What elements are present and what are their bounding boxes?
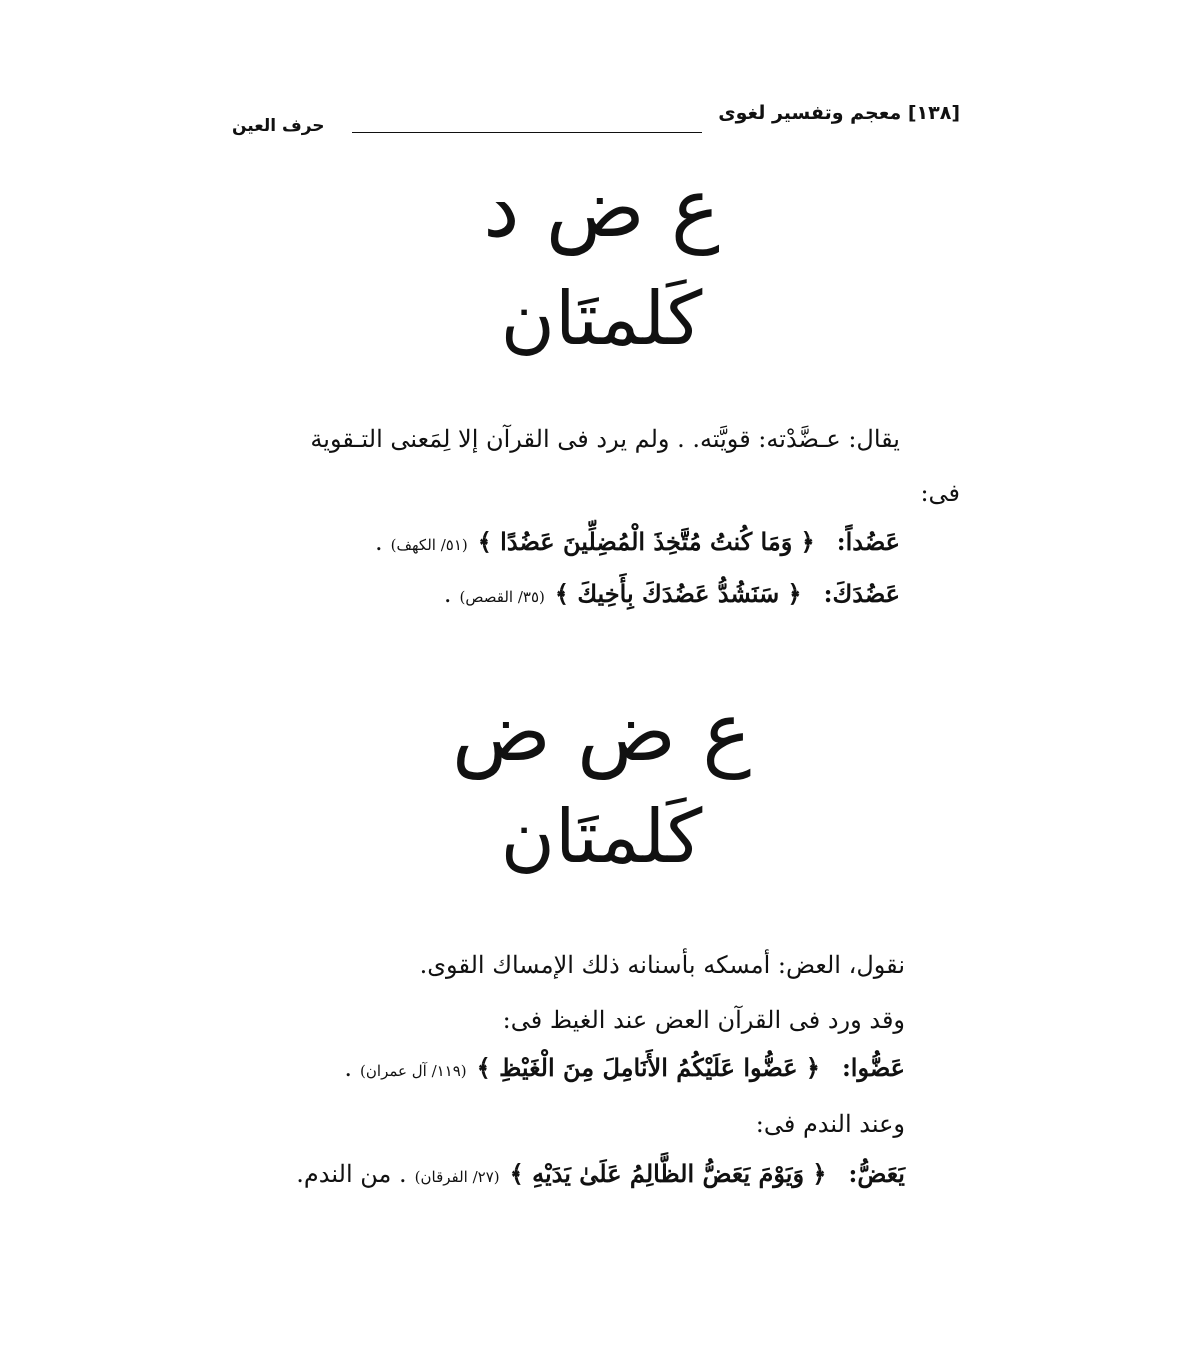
entry-2-2 xyxy=(296,1160,905,1189)
verse-reference: (٣٥/ القصص) xyxy=(459,588,545,606)
header-rule xyxy=(352,132,702,133)
entry-word: عَضُّوا: xyxy=(841,1053,905,1082)
verse-reference: (٢٧/ الفرقان) xyxy=(414,1168,500,1186)
quran-verse: ﴿ سَنَشُدُّ عَضُدَكَ بِأَخِيكَ ﴾ xyxy=(554,579,802,608)
intro-line-2b: وقد ورد فى القرآن العض عند الغيظ فى: xyxy=(502,1006,905,1034)
intro-line-1a: يقال: عـضَّدْته: قويَّته. . ولم يرد فى القرآن إلا لِمَعنى التـقوية xyxy=(310,425,900,453)
entry-tail: . xyxy=(375,528,383,556)
entry-1-1 xyxy=(375,528,900,557)
entry-2-1 xyxy=(344,1054,905,1083)
mid-line-2: وعند الندم فى: xyxy=(755,1110,905,1138)
intro-line-1b: فى: xyxy=(920,479,960,507)
intro-line-2a: نقول، العض: أمسكه بأسنانه ذلك الإمساك القوى. xyxy=(419,951,905,979)
entry-tail: . من الندم. xyxy=(296,1160,407,1188)
verse-reference: (١١٩/ آل عمران) xyxy=(360,1062,467,1080)
entry-1-2 xyxy=(444,580,900,609)
verse-reference: (٥١/ الكهف) xyxy=(390,536,468,554)
entry-tail: . xyxy=(344,1054,353,1082)
quran-verse: ﴿ وَمَا كُنتُ مُتَّخِذَ الْمُضِلِّينَ عَضُدًا ﴾ xyxy=(477,527,815,556)
header-section: حرف العين xyxy=(232,116,325,136)
entry-word: عَضُداً: xyxy=(836,527,900,556)
entry-word: عَضُدَكَ: xyxy=(823,579,900,608)
word-count-2: كَلمتَان xyxy=(500,794,703,880)
page-header xyxy=(232,100,960,140)
word-count-1: كَلمتَان xyxy=(500,276,703,362)
quran-verse: ﴿ وَيَوْمَ يَعَضُّ الظَّالِمُ عَلَىٰ يَدَيْهِ ﴾ xyxy=(509,1159,827,1188)
root-heading-2: ع ض ض xyxy=(451,685,752,780)
entry-word: يَعَضُّ: xyxy=(848,1159,905,1188)
header-title: [١٣٨] معجم وتفسير لغوى xyxy=(718,102,960,124)
root-heading-1: ع ض د xyxy=(483,161,720,256)
quran-verse: ﴿ عَضُّوا عَلَيْكُمُ الأَنَامِلَ مِنَ الْغَيْظِ ﴾ xyxy=(476,1053,820,1082)
entry-tail: . xyxy=(443,580,452,608)
